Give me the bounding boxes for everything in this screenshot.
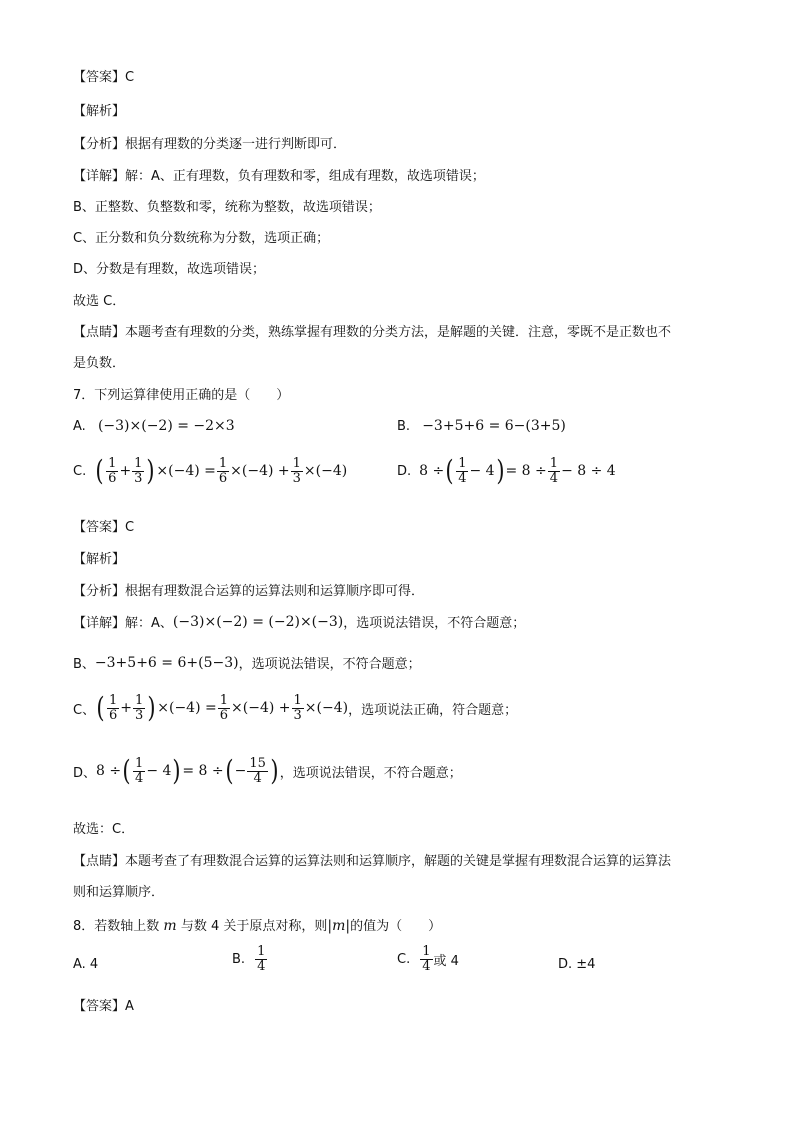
question-8-stem: 8．若数轴上数 m 与数 4 关于原点对称，则|m|的值为（ ） — [73, 918, 442, 934]
q8-option-c: C. $\frac{1}{4}$ 或 4 — [397, 944, 459, 974]
fraction: $\frac{1}{4}$ — [135, 756, 144, 786]
choose-line-6: 故选 C． — [73, 294, 126, 309]
option-b-math: −3+5+6 = 6−(3+5) — [422, 418, 566, 434]
fraction: $\frac{1}{6}$ — [218, 456, 228, 486]
fenxi-line-6: 【分析】根据有理数的分类逐一进行判断即可． — [73, 137, 347, 152]
choose-line-7: 故选：C． — [73, 822, 135, 837]
option-d-line-6: D、分数是有理数，故选项错误； — [73, 262, 266, 277]
fraction: $\frac{1}{6}$ — [219, 693, 229, 723]
fenxi-line-7: 【分析】根据有理数混合运算的运算法则和运算顺序即可得． — [73, 584, 425, 599]
xiangjie-math: (−3)×(−2) = (−2)×(−3) — [172, 613, 344, 630]
dianjing-line-6b: 是负数． — [73, 356, 126, 371]
fraction: $\frac{1}{4}$ — [257, 944, 266, 974]
q8-option-a: A. 4 — [73, 957, 99, 972]
xiangjie-line-7: 【详解】解：A、 (−3)×(−2) = (−2)×(−3) ，选项说法错误，不符合题意； — [73, 613, 526, 631]
explain-d-math: 8 ÷ ( $\frac{1}{4}$ − 4 ) = 8 ÷ ( − $\frac{15}{4}$ ) — [96, 754, 279, 788]
xiangjie-line-6: 【详解】解：A、正有理数，负有理数和零，组成有理数，故选项错误； — [73, 169, 485, 184]
answer-line-7: 【答案】C — [73, 520, 135, 535]
fraction: $\frac{1}{3}$ — [134, 456, 143, 486]
dianjing-line-6a: 【点睛】本题考查有理数的分类，熟练掌握有理数的分类方法，是解题的关键．注意，零既不是正数也不 — [73, 325, 672, 340]
option-c-label: C. — [73, 463, 87, 479]
option-c-math: ( $\frac{1}{6}$ + $\frac{1}{3}$ ) ×(−4) = $\frac{1}{6}$ ×(−4) + $\frac{1}{3}$ ×(−4) — [95, 454, 348, 488]
explain-b-math: −3+5+6 = 6+(5−3) — [94, 654, 239, 671]
option-a-math: (−3)×(−2) = −2×3 — [97, 418, 235, 434]
explain-c-math: ( $\frac{1}{6}$ + $\frac{1}{3}$ ) ×(−4) = $\frac{1}{6}$ ×(−4) + $\frac{1}{3}$ ×(−4) — [96, 691, 349, 725]
option-a-label: A. — [73, 419, 86, 434]
fraction: $\frac{1}{6}$ — [109, 693, 118, 723]
option-b-line-6: B、正整数、负整数和零，统称为整数，故选项错误； — [73, 200, 381, 215]
answer-line-8: 【答案】A — [73, 999, 134, 1014]
option-d-label: D. — [397, 463, 412, 479]
jiexi-heading-6 — [73, 100, 125, 119]
bracket-left: 【 — [73, 104, 87, 119]
jiexi-heading-7: 【解析】 — [73, 552, 126, 567]
fraction: $\frac{1}{3}$ — [293, 693, 302, 723]
q8-option-b: B. $\frac{1}{4}$ — [232, 944, 266, 974]
q7-option-d — [397, 454, 616, 488]
question-7-stem: 7．下列运算律使用正确的是（ ） — [73, 388, 290, 403]
explain-d-line-7: D、 8 ÷ ( $\frac{1}{4}$ − 4 ) = 8 ÷ ( − $\frac{15}{4}$ ) ，选项说法错误，不符合题意； — [73, 754, 462, 788]
dianjing-line-7b: 则和运算顺序． — [73, 885, 165, 900]
q7-option-c — [73, 454, 348, 488]
fraction: $\frac{1}{6}$ — [108, 456, 117, 486]
q7-option-b — [397, 418, 566, 434]
bracket-right: 】 — [112, 104, 126, 119]
q8-option-d: D. ±4 — [558, 957, 596, 972]
option-c-line-6: C、正分数和负分数统称为分数，选项正确； — [73, 231, 330, 246]
fraction: $\frac{1}{3}$ — [135, 693, 144, 723]
fraction: $\frac{15}{4}$ — [249, 756, 266, 786]
dianjing-line-7a: 【点睛】本题考查了有理数混合运算的运算法则和运算顺序，解题的关键是掌握有理数混合运算的运算法 — [73, 854, 672, 869]
explain-b-line-7: B、 −3+5+6 = 6+(5−3) ，选项说法错误，不符合题意； — [73, 654, 421, 672]
fraction: $\frac{1}{4}$ — [458, 456, 467, 486]
variable-m: m — [163, 918, 177, 934]
fraction: $\frac{1}{3}$ — [292, 456, 301, 486]
fraction: $\frac{1}{4}$ — [422, 944, 431, 974]
q7-option-a — [73, 418, 235, 434]
jiexi-label: 解析 — [86, 104, 113, 119]
answer-line-6: 【答案】C — [73, 70, 135, 85]
explain-c-line-7: C、 ( $\frac{1}{6}$ + $\frac{1}{3}$ ) ×(−4) = $\frac{1}{6}$ ×(−4) + $\frac{1}{3}$ ×(−4) ，选项说法正确，符合题意； — [73, 691, 518, 725]
option-b-label: B. — [397, 419, 411, 434]
abs-m: |m| — [327, 918, 351, 934]
option-d-math: 8 ÷ ( $\frac{1}{4}$ − 4 ) = 8 ÷ $\frac{1}{4}$ − 8 ÷ 4 — [419, 454, 616, 488]
fraction: $\frac{1}{4}$ — [549, 456, 559, 486]
